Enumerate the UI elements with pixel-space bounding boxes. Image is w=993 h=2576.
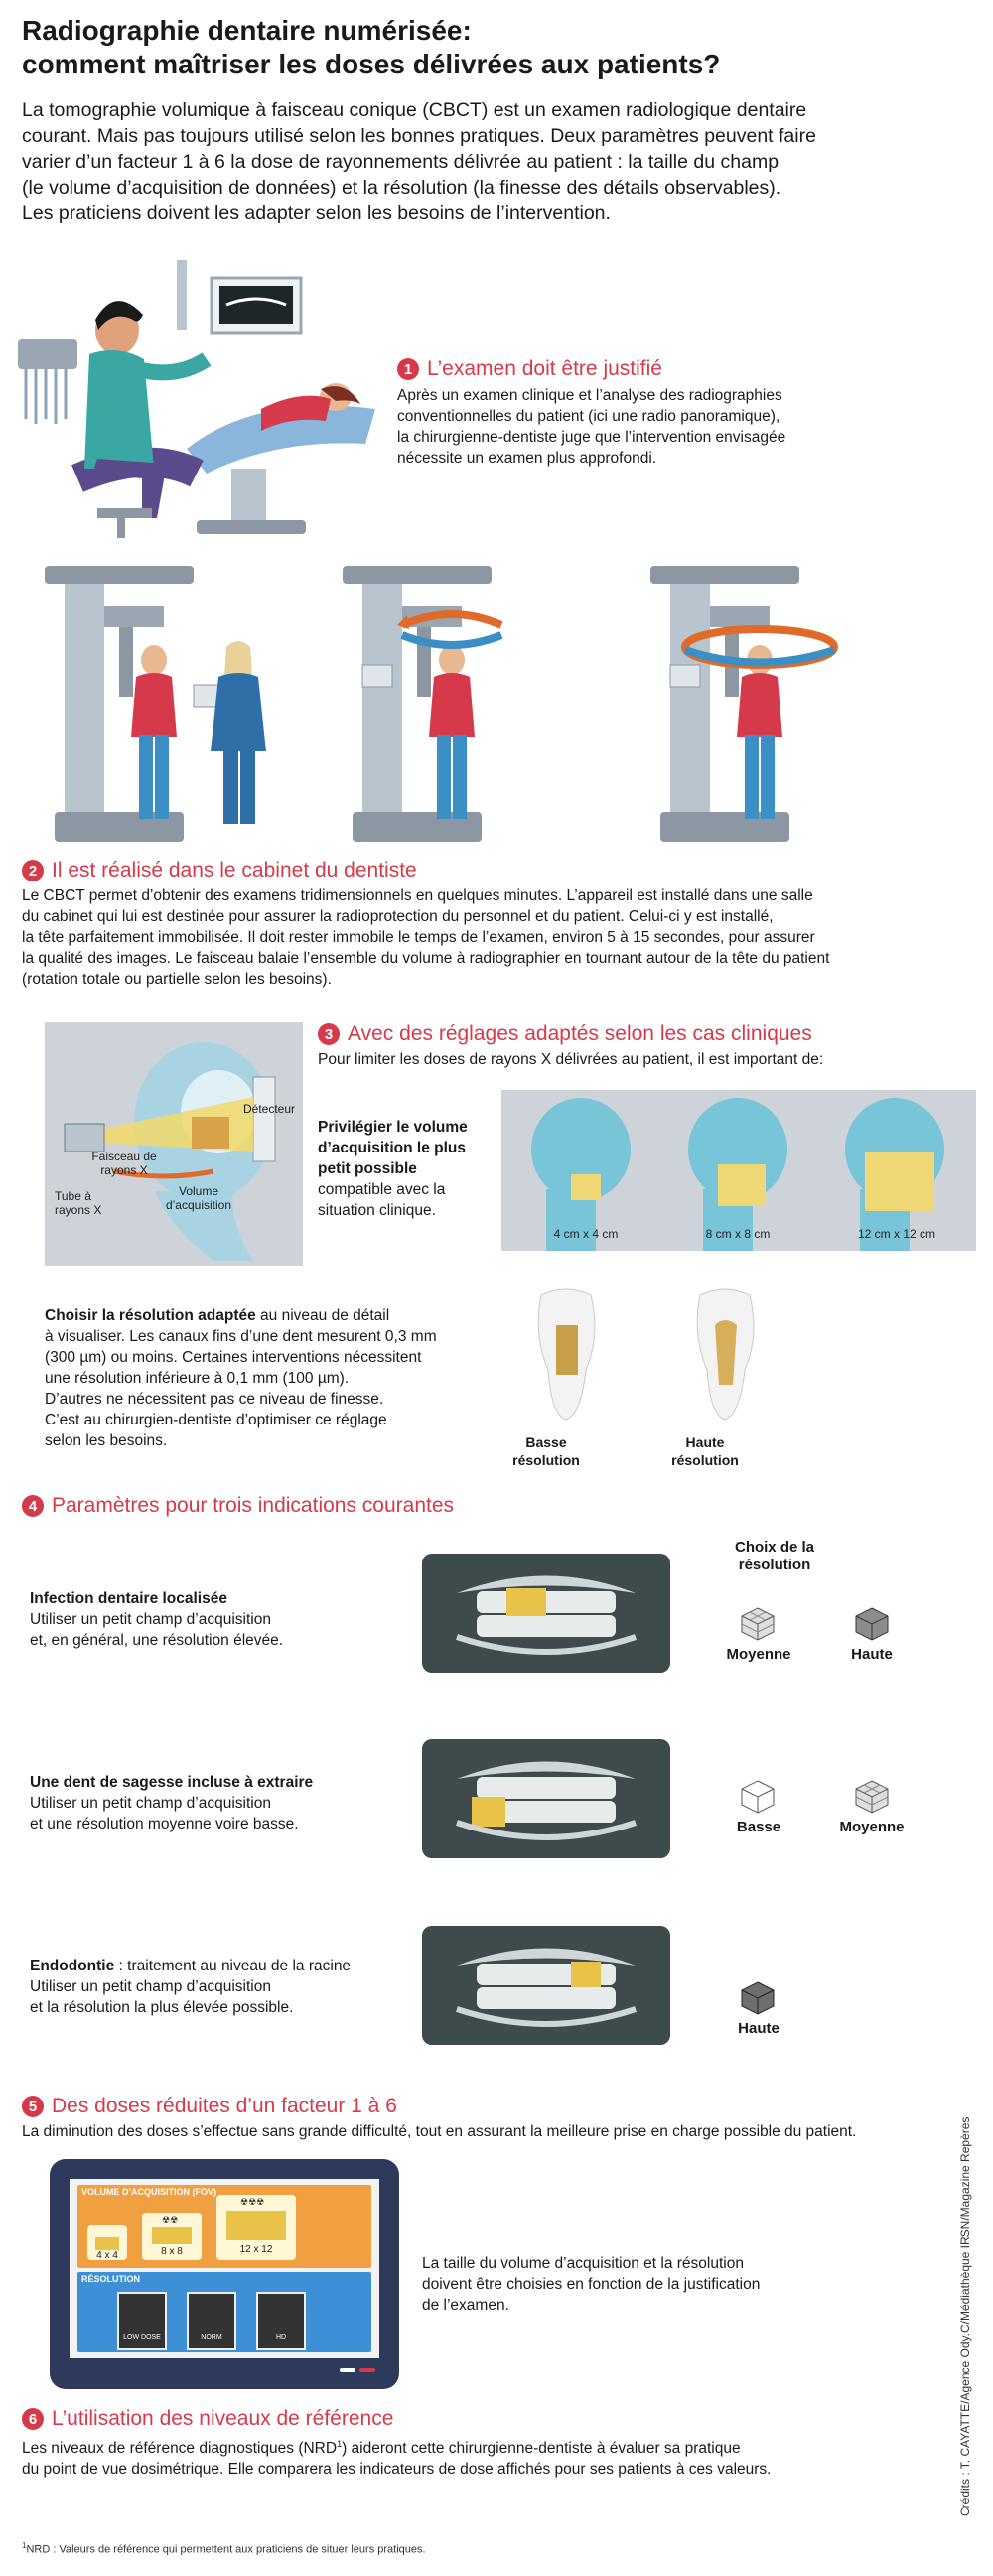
intro-line: (le volume d’acquisition de données) et la résolution (la finesse des détails observables). [22, 177, 781, 199]
resolution-option-label: LOW DOSE [123, 2334, 161, 2341]
section-6-body: Les niveaux de référence diagnostiques (NRD$^1$) aideront cette chirurgienne-dentiste à évaluer sa pratique du point de vue dosimétrique. Elle comparera les indicateurs de dose affichés pour ses patients à ces valeurs. [22, 2439, 772, 2479]
resolution-advice-bold: Choisir la résolution adaptée [45, 1307, 256, 1324]
tooth-high-label: Haute résolution [671, 1434, 739, 1468]
resolution-line: à visualiser. Les canaux fins d’une dent mesurent 0,3 mm [45, 1328, 437, 1345]
tablet-indicator [340, 2368, 355, 2372]
section-3-title [318, 1022, 973, 1046]
resolution-line: (300 µm) ou moins. Certaines interventions nécessitent [45, 1349, 422, 1366]
cbct-machines-illustration [45, 566, 958, 849]
section-1-line: Après un examen clinique et l’analyse des radiographies [397, 387, 782, 404]
case-endodontics [30, 1956, 427, 2018]
section-6-title-text: L’utilisation des niveaux de référence [52, 2407, 394, 2430]
resolution-line: une résolution inférieure à 0,1 mm (100 µm). [45, 1370, 350, 1387]
case-line: et une résolution moyenne voire basse. [30, 1816, 299, 1832]
fov-size-label: 8 cm x 8 cm [705, 1227, 771, 1241]
section-6-number: 6 [22, 2408, 44, 2430]
case-infection [30, 1588, 417, 1651]
resolution-choice: Basse [736, 1819, 781, 1835]
footnote: $^1$NRD : Valeurs de référence qui permettent aux praticiens de situer leurs pratiques. [22, 2541, 426, 2556]
resolution-choice-header: Choix de la résolution [734, 1539, 815, 1573]
cbct-machine-1 [45, 566, 266, 842]
section-2-line: (rotation totale ou partielle selon les besoins). [22, 971, 332, 988]
section-4-number: 4 [22, 1495, 44, 1517]
section-2-title [22, 859, 975, 882]
section-2-title-text: Il est réalisé dans le cabinet du dentiste [52, 859, 417, 881]
fov-option-label: 12 x 12 [239, 2244, 273, 2255]
panoramic-xray-infection [422, 1554, 670, 1673]
radiation-icon: ☢☢☢ [240, 2197, 265, 2207]
section-5-number: 5 [22, 2096, 44, 2117]
resolution-line: C’est au chirurgien-dentiste d’optimiser ce réglage [45, 1412, 387, 1428]
title-line-1: Radiographie dentaire numérisée: [22, 15, 472, 46]
intro-line: Les praticiens doivent les adapter selon les besoins de l’intervention. [22, 203, 611, 224]
section-5-header [22, 2095, 975, 2142]
dose-settings-tablet [50, 2159, 399, 2389]
section-5-side-text [422, 2253, 919, 2316]
section-4-header [22, 1494, 717, 1518]
page-title [22, 14, 916, 81]
dentist-chair-illustration [18, 260, 385, 543]
beam-label: Faisceau de rayons X [91, 1150, 157, 1177]
section-2 [22, 859, 975, 990]
cube-icon [854, 1606, 890, 1642]
case-line: et, en général, une résolution élevée. [30, 1632, 284, 1649]
case-wisdom-tooth [30, 1772, 417, 1834]
section-2-line: la tête parfaitement immobilisée. Il doit rester immobile le temps de l’examen, environ 5 à 15 secondes, pour assurer [22, 929, 815, 946]
section-5-title [22, 2095, 975, 2118]
resolution-panel [77, 2272, 371, 2352]
resolution-choice: Haute [851, 1646, 893, 1663]
fov-size-label: 4 cm x 4 cm [553, 1227, 619, 1241]
cube-icon [740, 1980, 776, 2016]
resolution-option[interactable] [187, 2292, 236, 2350]
teeth-resolution-illustration [521, 1286, 770, 1429]
resolution-choice: Moyenne [839, 1819, 905, 1835]
cube-icon [740, 1779, 776, 1815]
panoramic-xray-endodontics [422, 1926, 670, 2045]
detector-label: Détecteur [243, 1102, 296, 1116]
section-3-number: 3 [318, 1023, 340, 1045]
section-5-title-text: Des doses réduites d’un facteur 1 à 6 [52, 2095, 397, 2117]
cbct-machine-2 [343, 566, 501, 842]
tooth-low-label: Basse résolution [512, 1434, 580, 1468]
section-1-number: 1 [397, 358, 419, 380]
resolution-option-label: NORM [201, 2334, 222, 2341]
volume-advice-rest: compatible avec la situation clinique. [318, 1181, 446, 1219]
fov-option-label: 8 x 8 [161, 2246, 183, 2257]
resolution-choice: Moyenne [726, 1646, 791, 1663]
radiation-icon: ☢☢ [162, 2215, 179, 2225]
volume-advice-bold: Privilégier le volume d’acquisition le plus petit possible [318, 1119, 468, 1177]
resolution-panel-header: RÉSOLUTION [81, 2274, 141, 2284]
fov-option[interactable] [142, 2213, 202, 2260]
section-2-line: Le CBCT permet d’obtenir des examens tridimensionnels en quelques minutes. L’appareil est installé dans une salle [22, 887, 813, 904]
section-3-header [318, 1022, 973, 1070]
resolution-option[interactable] [117, 2292, 167, 2350]
section-5-subtitle: La diminution des doses s’effectue sans grande difficulté, tout en assurant la meilleure prise en charge possible du patient. [22, 2123, 857, 2140]
cube-icon [854, 1779, 890, 1815]
fov-option[interactable] [216, 2195, 296, 2260]
tube-label: Tube à rayons X [55, 1189, 102, 1217]
panoramic-xray-wisdom-tooth [422, 1739, 670, 1858]
resolution-advice [45, 1305, 482, 1451]
section-5-line: de l’examen. [422, 2297, 509, 2314]
fov-option[interactable] [87, 2225, 127, 2260]
fov-comparison-panel [501, 1090, 976, 1251]
resolution-option-label: HD [275, 2334, 287, 2341]
volume-label: Volume d’acquisition [165, 1184, 232, 1212]
section-1-line: nécessite un examen plus approfondi. [397, 450, 657, 467]
resolution-option[interactable] [256, 2292, 306, 2350]
case-title: Endodontie [30, 1958, 115, 1974]
section-3-subtitle: Pour limiter les doses de rayons X délivrées au patient, il est important de: [318, 1051, 824, 1068]
intro-paragraph [22, 97, 955, 226]
section-6 [22, 2407, 945, 2480]
section-1-title-text: L’examen doit être justifié [427, 357, 662, 380]
fov-option-label: 4 x 4 [96, 2250, 118, 2261]
footnote-marker: 1 [337, 2439, 343, 2449]
fov-panel [77, 2185, 371, 2268]
volume-advice [318, 1117, 496, 1221]
section-3-title-text: Avec des réglages adaptés selon les cas cliniques [348, 1022, 812, 1045]
section-4-title-text: Paramètres pour trois indications courantes [52, 1494, 455, 1517]
section-2-body [22, 885, 975, 990]
section-6-title [22, 2407, 945, 2431]
title-line-2: comment maîtriser les doses délivrées aux patients? [22, 49, 721, 79]
cbct-head-diagram [45, 1022, 303, 1266]
credits: Crédits : T. CAYATTE/Agence Ody.C/Médiathèque IRSN/Magazine Repères [958, 2116, 972, 2516]
section-4-title [22, 1494, 717, 1518]
case-line: Utiliser un petit champ d’acquisition [30, 1795, 271, 1812]
case-title-rest: : traitement au niveau de la racine [114, 1958, 352, 1974]
case-line: Utiliser un petit champ d’acquisition [30, 1978, 271, 1995]
resolution-choice: Haute [738, 2020, 780, 2037]
section-1-title [397, 357, 933, 381]
fov-panel-header: VOLUME D’ACQUISITION (FOV) [81, 2187, 216, 2197]
tablet-screen [70, 2179, 379, 2358]
section-2-line: la qualité des images. Le faisceau balaie l’ensemble du volume à radiographier en tournant autour de la tête du patient [22, 950, 830, 967]
resolution-advice-rest: au niveau de détail [255, 1307, 390, 1324]
section-2-number: 2 [22, 860, 44, 881]
case-line: et la résolution la plus élevée possible. [30, 1999, 294, 2016]
section-5-line: La taille du volume d’acquisition et la résolution [422, 2255, 744, 2272]
section-1 [397, 357, 933, 469]
case-line: Utiliser un petit champ d’acquisition [30, 1611, 271, 1628]
cbct-machine-3 [650, 566, 834, 842]
section-1-line: conventionnelles du patient (ici une radio panoramique), [397, 408, 780, 425]
case-title: Une dent de sagesse incluse à extraire [30, 1774, 314, 1791]
resolution-line: D’autres ne nécessitent pas ce niveau de finesse. [45, 1391, 384, 1408]
section-1-line: la chirurgienne-dentiste juge que l’intervention envisagée [397, 429, 786, 446]
intro-line: varier d’un facteur 1 à 6 la dose de rayonnements délivrée au patient : la taille du champ [22, 151, 780, 173]
tablet-indicator [359, 2368, 375, 2372]
intro-line: courant. Mais pas toujours utilisé selon les bonnes pratiques. Deux paramètres peuvent faire [22, 125, 816, 147]
fov-size-label: 12 cm x 12 cm [857, 1227, 936, 1241]
cube-icon [740, 1606, 776, 1642]
section-2-line: du cabinet qui lui est destinée pour assurer la radioprotection du personnel et du patient. Celui-ci y est installé, [22, 908, 774, 925]
section-1-body [397, 385, 933, 469]
section-5-line: doivent être choisies en fonction de la justification [422, 2276, 761, 2293]
resolution-line: selon les besoins. [45, 1432, 168, 1449]
case-title: Infection dentaire localisée [30, 1590, 227, 1607]
intro-line: La tomographie volumique à faisceau conique (CBCT) est un examen radiologique dentaire [22, 99, 807, 121]
